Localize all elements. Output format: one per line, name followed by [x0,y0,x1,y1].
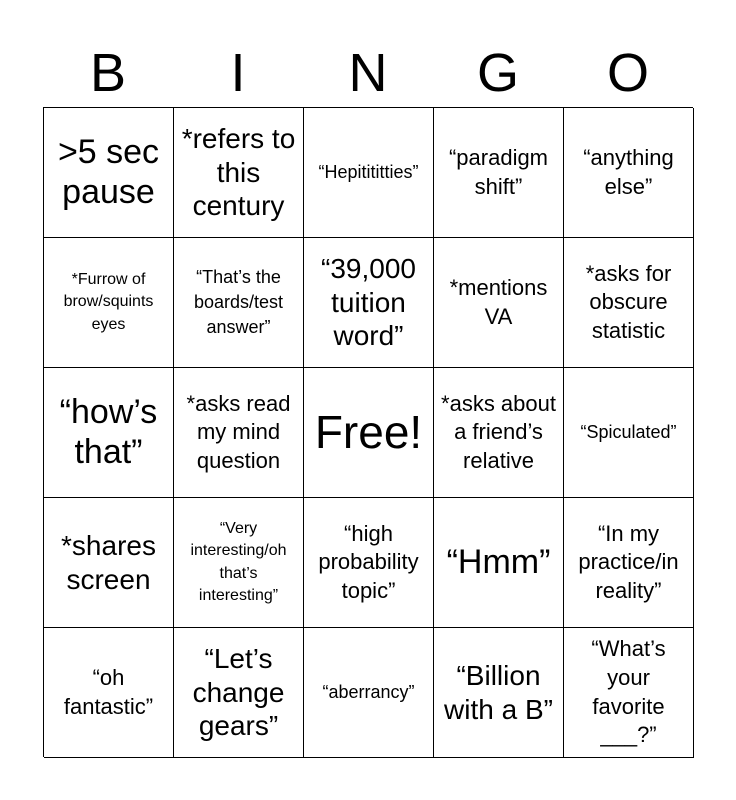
cell-text: *asks read my mind question [186,390,291,473]
cell-text: *asks about a friend’s relative [441,390,556,473]
cell-text: “Billion with a B” [444,659,553,725]
bingo-cell-n2[interactable] [304,238,434,368]
bingo-cell-i1[interactable] [174,108,304,238]
bingo-cell-i3[interactable] [174,368,304,498]
header-letter-n: N [348,43,388,103]
cell-text: “Spiculated” [580,421,677,442]
bingo-board [43,107,693,757]
cell-text: “anything else” [583,144,674,199]
bingo-cell-b4[interactable] [44,498,174,628]
bingo-cell-o5[interactable] [564,628,694,758]
bingo-cell-g5[interactable] [434,628,564,758]
cell-text: “In my practice/in reality” [578,520,679,603]
bingo-cell-g4[interactable] [434,498,564,628]
cell-text: “paradigm shift” [448,144,549,199]
bingo-cell-o3[interactable] [564,368,694,498]
bingo-cell-i5[interactable] [174,628,304,758]
cell-text: >5 sec pause [57,133,160,211]
bingo-header [43,40,693,106]
cell-text: “What’s your favorite ___?” [591,636,666,748]
cell-text: “Hepitititties” [318,161,419,182]
bingo-cell-g3[interactable] [434,368,564,498]
cell-text: “That’s the boards/test answer” [193,266,284,338]
bingo-cell-g1[interactable] [434,108,564,238]
bingo-cell-n5[interactable] [304,628,434,758]
cell-text: “Let’s change gears” [192,643,285,742]
bingo-cell-n3[interactable] [304,368,434,498]
cell-text: *mentions VA [449,274,548,329]
bingo-cell-o1[interactable] [564,108,694,238]
cell-text: “oh fantastic” [63,664,154,719]
header-letter-g: G [476,43,519,103]
bingo-cell-b1[interactable] [44,108,174,238]
cell-text: “Very interesting/oh that’s interesting” [190,519,287,604]
header-letter-b: B [89,43,127,103]
cell-text: “Hmm” [446,542,551,581]
bingo-cell-b2[interactable] [44,238,174,368]
free-space: Free! [314,406,423,459]
bingo-cell-n4[interactable] [304,498,434,628]
cell-text: *Furrow of brow/squints eyes [63,270,154,333]
bingo-cell-o4[interactable] [564,498,694,628]
cell-text: “39,000 tuition word” [321,253,416,352]
header-letter-i: I [230,43,246,103]
bingo-cell-i2[interactable] [174,238,304,368]
bingo-cell-o2[interactable] [564,238,694,368]
bingo-cell-i4[interactable] [174,498,304,628]
bingo-cell-b3[interactable] [44,368,174,498]
header-letter-o: O [606,43,649,103]
bingo-cell-g2[interactable] [434,238,564,368]
bingo-cell-n1[interactable] [304,108,434,238]
cell-text: *shares screen [61,529,156,595]
cell-text: “aberrancy” [322,681,415,702]
cell-text: “how’s that” [59,393,158,471]
bingo-cell-b5[interactable] [44,628,174,758]
cell-text: *asks for obscure statistic [585,260,672,343]
cell-text: *refers to this century [181,123,296,222]
cell-text: “high probability topic” [318,520,419,603]
